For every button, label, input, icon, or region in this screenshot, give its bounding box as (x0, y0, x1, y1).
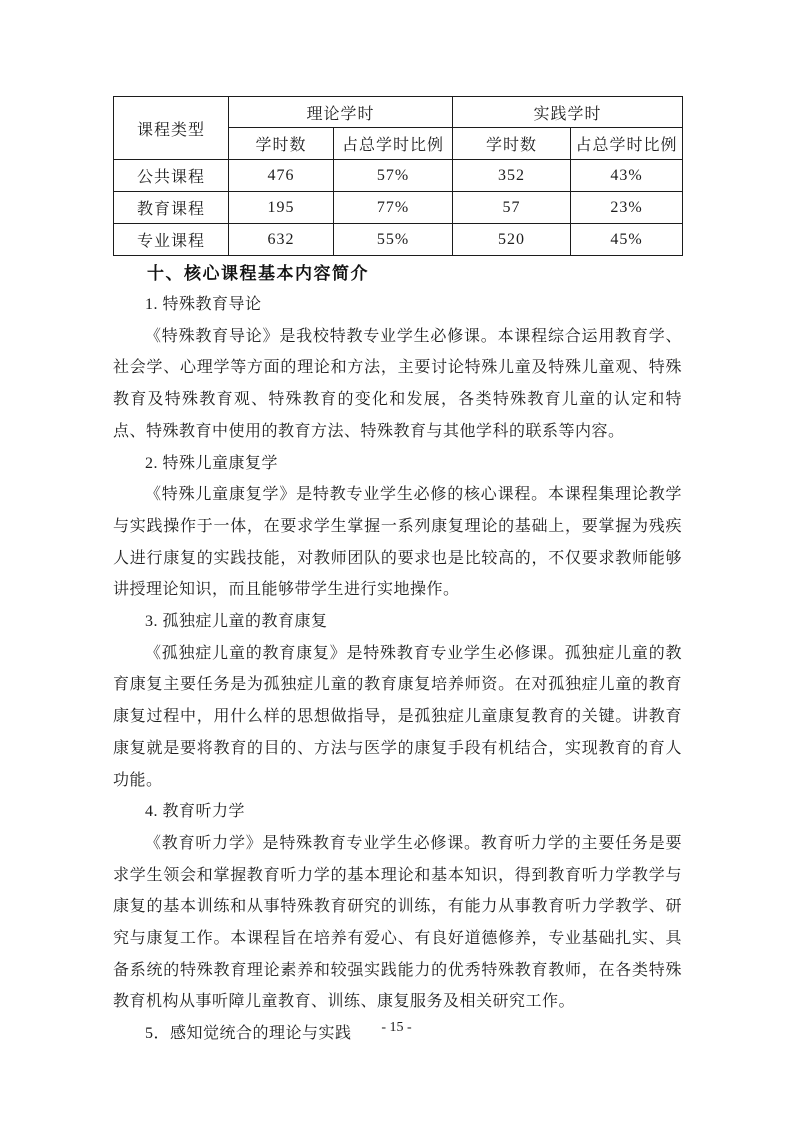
course-section-title: 1. 特殊教育导论 (145, 296, 262, 313)
table-header-row-groups (114, 97, 683, 128)
table-cell-theory-hours: 476 (229, 160, 334, 192)
section-heading: 十、核心课程基本内容简介 (147, 264, 369, 283)
page-number: - 15 - (381, 1020, 412, 1035)
table-group-header-theory: 理论学时 (229, 97, 453, 128)
course-section-title: 4. 教育听力学 (145, 803, 246, 821)
table-cell-theory-pct: 55% (334, 224, 453, 256)
table-subheader-theory-hours: 学时数 (229, 128, 334, 160)
table-row (114, 224, 683, 256)
table-cell-theory-hours: 632 (229, 224, 334, 256)
document-content (113, 96, 682, 1050)
table-subheader-practice-hours: 学时数 (453, 128, 571, 160)
table-cell-practice-hours: 520 (453, 224, 571, 256)
table-cell-theory-pct: 77% (334, 192, 453, 224)
table-corner-header: 课程类型 (114, 97, 229, 160)
table-cell-course-type: 公共课程 (114, 160, 229, 192)
course-section-body: 《孤独症儿童的教育康复》是特殊教育专业学生必修课。孤独症儿童的教育康复主要任务是为孤独症儿童的教育康复培养师资。在对孤独症儿童的教育康复过程中，用什么样的思想做指导，是孤独症儿童康复教育的关键。讲教育康复就是要将教育的目的、方法与医学的康复手段有机结合，实现教育的育人功能。 (113, 644, 682, 789)
table-row (114, 192, 683, 224)
table-cell-practice-hours: 352 (453, 160, 571, 192)
table-cell-practice-pct: 43% (571, 160, 683, 192)
course-section-title: 2. 特殊儿童康复学 (145, 454, 279, 472)
table-row (114, 160, 683, 192)
table-cell-theory-pct: 57% (334, 160, 453, 192)
table-cell-course-type: 专业课程 (114, 224, 229, 256)
table-group-header-practice: 实践学时 (453, 97, 683, 128)
table-subheader-practice-pct: 占总学时比例 (571, 128, 683, 160)
table-cell-practice-pct: 45% (571, 224, 683, 256)
course-section-title: 3. 孤独症儿童的教育康复 (145, 613, 328, 631)
course-section-title: 5．感知觉统合的理论与实践 (145, 1025, 352, 1043)
table-cell-practice-hours: 57 (453, 192, 571, 224)
course-section-body: 《特殊教育导论》是我校特教专业学生必修课。本课程综合运用教育学、社会学、心理学等方面的理论和方法，主要讨论特殊儿童及特殊儿童观、特殊教育及特殊教育观、特殊教育的变化和发展，各类特殊教育儿童的认定和特点、特殊教育中使用的教育方法、特殊教育与其他学科的联系等内容。 (113, 327, 682, 440)
course-section-body: 《教育听力学》是特殊教育专业学生必修课。教育听力学的主要任务是要求学生领会和掌握教育听力学的基本理论和基本知识，得到教育听力学教学与康复的基本训练和从事特殊教育研究的训练，有能力从事教育听力学教学、研究与康复工作。本课程旨在培养有爱心、有良好道德修养，专业基础扎实、具备系统的特殊教育理论素养和较强实践能力的优秀特殊教育教师，在各类特殊教育机构从事听障儿童教育、训练、康复服务及相关研究工作。 (113, 834, 682, 1011)
course-hours-table (113, 96, 683, 256)
table-cell-course-type: 教育课程 (114, 192, 229, 224)
course-section-body: 《特殊儿童康复学》是特教专业学生必修的核心课程。本课程集理论教学与实践操作于一体，在要求学生掌握一系列康复理论的基础上，要掌握为残疾人进行康复的实践技能，对教师团队的要求也是比较高的，不仅要求教师能够讲授理论知识，而且能够带学生进行实地操作。 (113, 486, 682, 599)
table-cell-theory-hours: 195 (229, 192, 334, 224)
table-subheader-theory-pct: 占总学时比例 (334, 128, 453, 160)
table-cell-practice-pct: 23% (571, 192, 683, 224)
